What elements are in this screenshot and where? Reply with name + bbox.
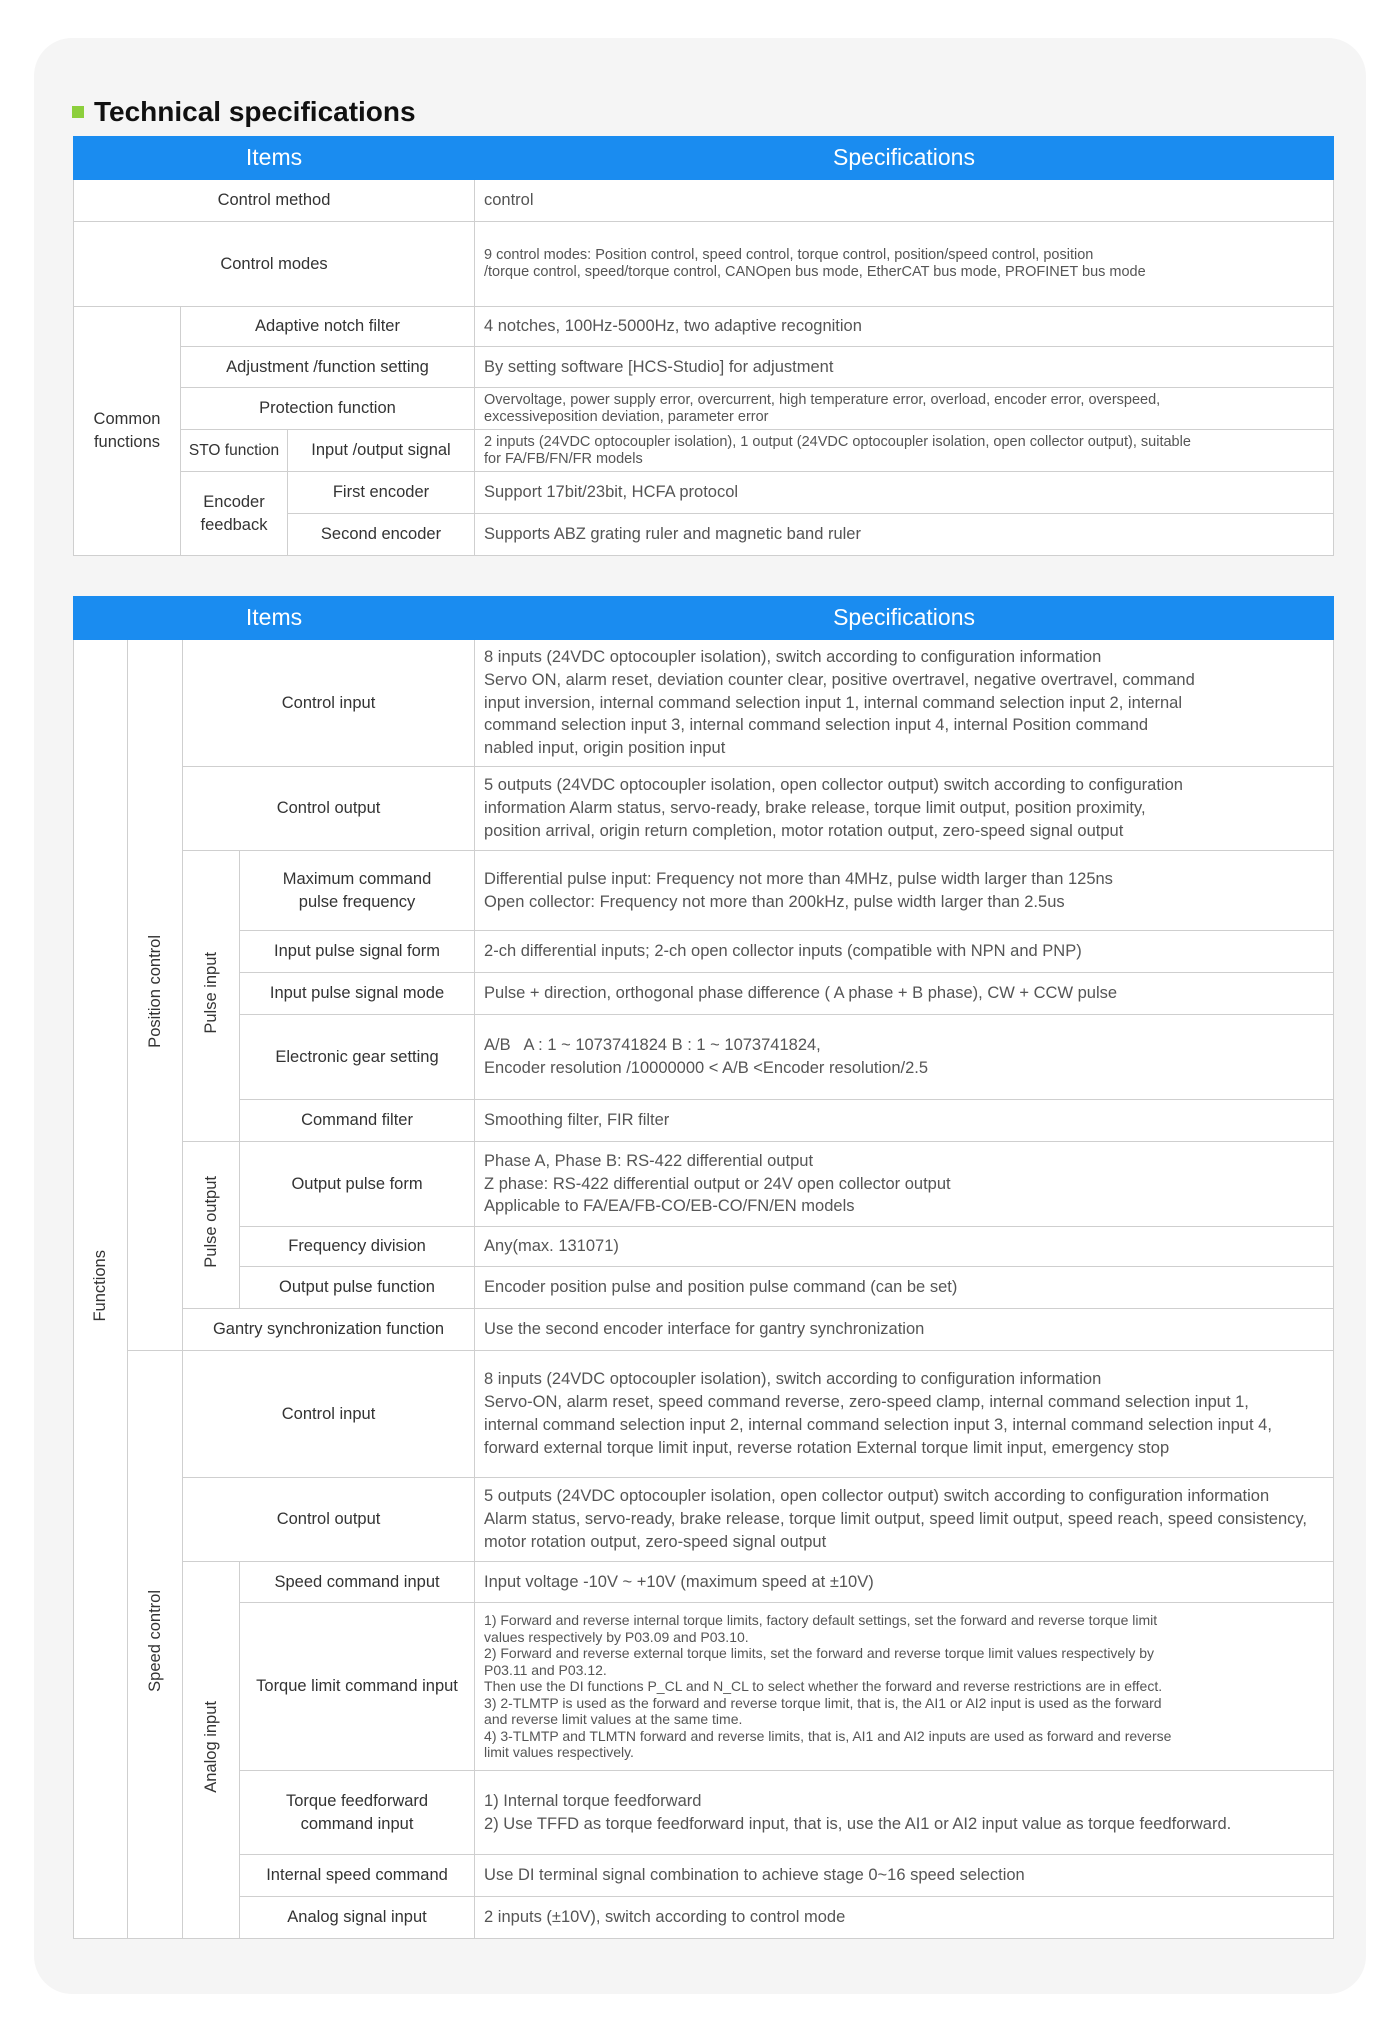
adaptive-notch-label: Adaptive notch filter bbox=[181, 307, 475, 347]
pc-control-input-label: Control input bbox=[183, 640, 475, 767]
second-encoder-value: Supports ABZ grating ruler and magnetic band ruler bbox=[475, 514, 1334, 556]
sto-io-value: 2 inputs (24VDC optocoupler isolation), 1 output (24VDC optocoupler isolation, open collector output), suitable for FA/FB/FN/FR models bbox=[475, 430, 1334, 472]
torque-feedforward-label: Torque feedforward command input bbox=[240, 1771, 475, 1855]
gantry-sync-value: Use the second encoder interface for gantry synchronization bbox=[475, 1309, 1334, 1351]
control-modes-label: Control modes bbox=[74, 222, 475, 307]
analog-signal-input-label: Analog signal input bbox=[240, 1897, 475, 1939]
adjustment-value: By setting software [HCS-Studio] for adjustment bbox=[475, 347, 1334, 388]
sc-control-input-label: Control input bbox=[183, 1351, 475, 1478]
header-items: Items bbox=[74, 597, 475, 640]
speed-command-input-value: Input voltage -10V ~ +10V (maximum speed at ±10V) bbox=[475, 1562, 1334, 1603]
max-cmd-pulse-value: Differential pulse input: Frequency not more than 4MHz, pulse width larger than 125ns Open collector: Frequency not more than 200kHz, pulse width larger than 2.5us bbox=[475, 851, 1334, 931]
green-square-icon bbox=[72, 106, 84, 118]
header-specifications: Specifications bbox=[475, 597, 1334, 640]
electronic-gear-value: A/B A : 1 ~ 1073741824 B : 1 ~ 1073741824, Encoder resolution /10000000 < A/B <Encoder resolution/2.5 bbox=[475, 1015, 1334, 1100]
input-pulse-mode-value: Pulse + direction, orthogonal phase difference ( A phase + B phase), CW + CCW pulse bbox=[475, 973, 1334, 1015]
speed-control-label: Speed control bbox=[128, 1351, 183, 1939]
output-pulse-function-label: Output pulse function bbox=[240, 1267, 475, 1309]
second-encoder-label: Second encoder bbox=[288, 514, 475, 556]
position-control-label: Position control bbox=[128, 640, 183, 1351]
analog-input-label: Analog input bbox=[183, 1562, 240, 1939]
common-functions-label: Common functions bbox=[74, 307, 181, 556]
first-encoder-value: Support 17bit/23bit, HCFA protocol bbox=[475, 472, 1334, 514]
control-method-value: control bbox=[475, 180, 1334, 222]
input-pulse-form-label: Input pulse signal form bbox=[240, 931, 475, 973]
electronic-gear-label: Electronic gear setting bbox=[240, 1015, 475, 1100]
adaptive-notch-value: 4 notches, 100Hz-5000Hz, two adaptive recognition bbox=[475, 307, 1334, 347]
command-filter-value: Smoothing filter, FIR filter bbox=[475, 1100, 1334, 1142]
gantry-sync-label: Gantry synchronization function bbox=[183, 1309, 475, 1351]
frequency-division-value: Any(max. 131071) bbox=[475, 1227, 1334, 1267]
max-cmd-pulse-label: Maximum command pulse frequency bbox=[240, 851, 475, 931]
speed-command-input-label: Speed command input bbox=[240, 1562, 475, 1603]
frequency-division-label: Frequency division bbox=[240, 1227, 475, 1267]
protection-label: Protection function bbox=[181, 388, 475, 430]
internal-speed-cmd-value: Use DI terminal signal combination to achieve stage 0~16 speed selection bbox=[475, 1855, 1334, 1897]
section-heading bbox=[72, 92, 416, 132]
pulse-output-label: Pulse output bbox=[183, 1142, 240, 1309]
functions-label: Functions bbox=[74, 640, 128, 1939]
protection-value: Overvoltage, power supply error, overcurrent, high temperature error, overload, encoder error, overspeed, excessiveposition deviation, parameter error bbox=[475, 388, 1334, 430]
sto-io-label: Input /output signal bbox=[288, 430, 475, 472]
torque-limit-cmd-label: Torque limit command input bbox=[240, 1603, 475, 1771]
control-method-label: Control method bbox=[74, 180, 475, 222]
encoder-feedback-label: Encoder feedback bbox=[181, 472, 288, 556]
torque-limit-cmd-value: 1) Forward and reverse internal torque limits, factory default settings, set the forward and reverse torque limit values respectively by P03.09 and P03.10. 2) Forward and reverse external torque limits, set the forward and reverse torque limit values respectively by P03.11 and P03.12. Then use the DI functions P_CL and N_CL to select whether the forward and reverse restrictions are in effect. 3) 2-TLMTP is used as the forward and reverse torque limit, that is, the AI1 or AI2 input is used as the forward and reverse limit values at the same time. 4) 3-TLMTP and TLMTN forward and reverse limits, that is, AI1 and AI2 inputs are used as forward and reverse limit values respectively. bbox=[475, 1603, 1334, 1771]
output-pulse-form-label: Output pulse form bbox=[240, 1142, 475, 1227]
input-pulse-mode-label: Input pulse signal mode bbox=[240, 973, 475, 1015]
pulse-input-label: Pulse input bbox=[183, 851, 240, 1142]
input-pulse-form-value: 2-ch differential inputs; 2-ch open collector inputs (compatible with NPN and PNP) bbox=[475, 931, 1334, 973]
spec-table-1 bbox=[73, 136, 1334, 556]
analog-signal-input-value: 2 inputs (±10V), switch according to control mode bbox=[475, 1897, 1334, 1939]
control-modes-value: 9 control modes: Position control, speed control, torque control, position/speed control, position /torque control, speed/torque control, CANOpen bus mode, EtherCAT bus mode, PROFINET bus mode bbox=[475, 222, 1334, 307]
adjustment-label: Adjustment /function setting bbox=[181, 347, 475, 388]
internal-speed-cmd-label: Internal speed command bbox=[240, 1855, 475, 1897]
sc-control-output-value: 5 outputs (24VDC optocoupler isolation, open collector output) switch according to configuration information Alarm status, servo-ready, brake release, torque limit output, speed limit output, speed reach, speed consistency, motor rotation output, zero-speed signal output bbox=[475, 1478, 1334, 1562]
header-items: Items bbox=[74, 137, 475, 180]
sc-control-output-label: Control output bbox=[183, 1478, 475, 1562]
heading-title: Technical specifications bbox=[94, 96, 416, 127]
torque-feedforward-value: 1) Internal torque feedforward 2) Use TFFD as torque feedforward input, that is, use the AI1 or AI2 input value as torque feedforward. bbox=[475, 1771, 1334, 1855]
output-pulse-function-value: Encoder position pulse and position pulse command (can be set) bbox=[475, 1267, 1334, 1309]
first-encoder-label: First encoder bbox=[288, 472, 475, 514]
pc-control-output-label: Control output bbox=[183, 767, 475, 851]
header-specifications: Specifications bbox=[475, 137, 1334, 180]
sto-function-label: STO function bbox=[181, 430, 288, 472]
spec-table-2 bbox=[73, 596, 1334, 1939]
sc-control-input-value: 8 inputs (24VDC optocoupler isolation), switch according to configuration information Servo-ON, alarm reset, speed command reverse, zero-speed clamp, internal command selection input 1, internal command selection input 2, internal command selection input 3, internal command selection input 4, forward external torque limit input, reverse rotation External torque limit input, emergency stop bbox=[475, 1351, 1334, 1478]
pc-control-input-value: 8 inputs (24VDC optocoupler isolation), switch according to configuration information Servo ON, alarm reset, deviation counter clear, positive overtravel, negative overtravel, command input inversion, internal command selection input 1, internal command selection input 2, internal command selection input 3, internal command selection input 4, internal Position command nabled input, origin position input bbox=[475, 640, 1334, 767]
pc-control-output-value: 5 outputs (24VDC optocoupler isolation, open collector output) switch according to configuration information Alarm status, servo-ready, brake release, torque limit output, position proximity, position arrival, origin return completion, motor rotation output, zero-speed signal output bbox=[475, 767, 1334, 851]
command-filter-label: Command filter bbox=[240, 1100, 475, 1142]
output-pulse-form-value: Phase A, Phase B: RS-422 differential output Z phase: RS-422 differential output or 24V open collector output Applicable to FA/EA/FB-CO/EB-CO/FN/EN models bbox=[475, 1142, 1334, 1227]
